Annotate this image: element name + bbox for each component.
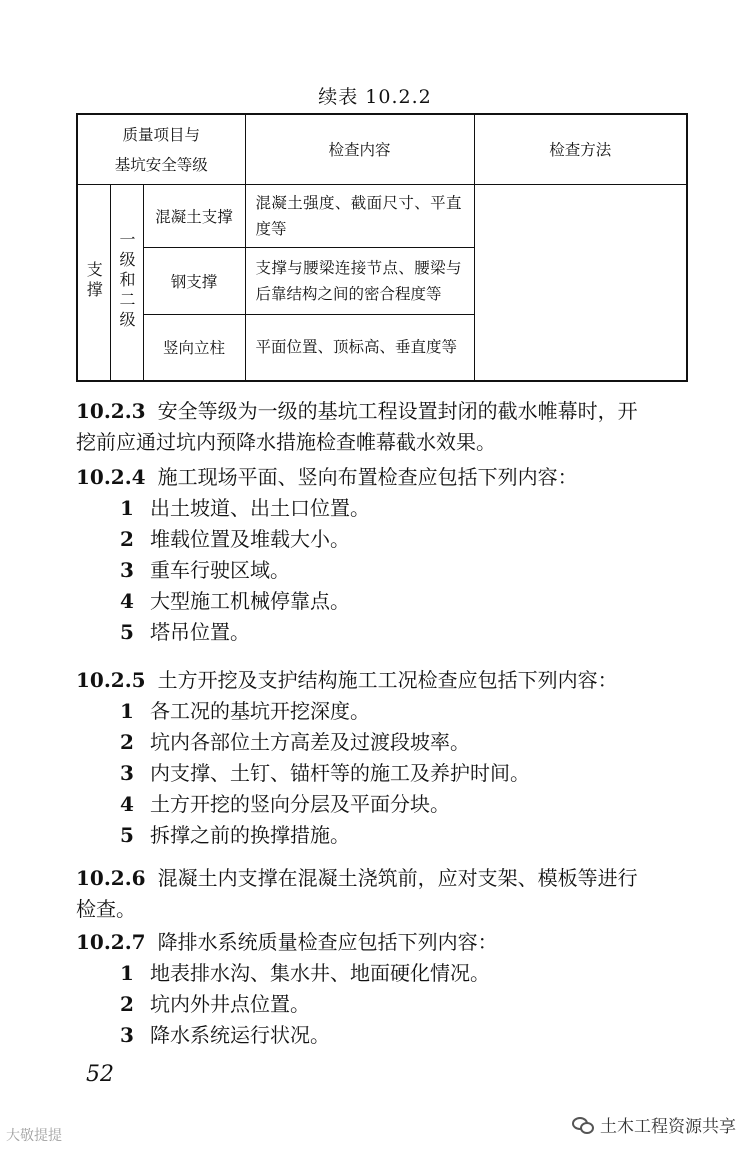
level-cell [110, 185, 143, 381]
list-item-number: 5 [120, 620, 134, 644]
list-item-text: 塔吊位置。 [150, 620, 250, 644]
list-item-text: 坑内外井点位置。 [150, 992, 310, 1016]
list-item-text: 出土坡道、出土口位置。 [150, 496, 370, 520]
list-item-text: 坑内各部位土方高差及过渡段坡率。 [150, 730, 470, 754]
list-item [76, 1020, 692, 1051]
list-item [76, 555, 692, 586]
watermark-left: 大敬提提 [6, 1128, 62, 1144]
clause-text: 安全等级为一级的基坑工程设置封闭的截水帷幕时，开 [157, 399, 638, 423]
list-item [76, 696, 692, 727]
quality-check-table [76, 113, 688, 382]
list-item-number: 2 [120, 730, 134, 754]
list-item [76, 789, 692, 820]
list-item-number: 3 [120, 761, 134, 785]
content-cell: 支撑与腰梁连接节点、腰梁与后靠结构之间的密合程度等 [245, 248, 474, 314]
list-item [76, 586, 692, 617]
clause-text: 土方开挖及支护结构施工工况检查应包括下列内容： [157, 668, 618, 692]
clause-number: 10.2.6 [76, 866, 146, 890]
page-number: 52 [86, 1062, 114, 1087]
header-check-content: 检查内容 [245, 114, 474, 185]
list-item-text: 大型施工机械停靠点。 [150, 589, 350, 613]
list-item [76, 958, 692, 989]
clause-10-2-5 [76, 665, 692, 851]
list-item-text: 拆撑之前的换撑措施。 [150, 823, 350, 847]
item-cell: 钢支撑 [143, 248, 245, 314]
header-quality-item [77, 114, 245, 185]
clause-text-cont: 检查。 [76, 897, 136, 921]
watermark-right [572, 1112, 736, 1137]
list-item [76, 727, 692, 758]
clause-number: 10.2.4 [76, 465, 146, 489]
clause-number: 10.2.3 [76, 399, 146, 423]
clause-10-2-4 [76, 462, 692, 648]
header-quality-item-line2: 基坑安全等级 [114, 155, 208, 174]
clause-line [76, 863, 692, 894]
list-item-number: 4 [120, 589, 134, 613]
clause-line [76, 396, 692, 427]
level-label: 一级和二级 [117, 230, 136, 331]
list-item-number: 5 [120, 823, 134, 847]
clause-10-2-3 [76, 396, 692, 458]
list-item-number: 1 [120, 496, 134, 520]
list-item-number: 1 [120, 961, 134, 985]
method-cell [474, 185, 687, 381]
clause-text: 施工现场平面、竖向布置检查应包括下列内容： [157, 465, 578, 489]
clause-line [76, 665, 692, 696]
list-item-number: 4 [120, 792, 134, 816]
list-item-text: 地表排水沟、集水井、地面硬化情况。 [150, 961, 490, 985]
wechat-icon [572, 1117, 594, 1133]
list-item [76, 617, 692, 648]
group-cell [77, 185, 110, 381]
clause-text: 降排水系统质量检查应包括下列内容： [157, 930, 498, 954]
list-item-text: 堆载位置及堆载大小。 [150, 527, 350, 551]
header-check-method: 检查方法 [474, 114, 687, 185]
list-item-text: 各工况的基坑开挖深度。 [150, 699, 370, 723]
clause-text-cont: 挖前应通过坑内预降水措施检查帷幕截水效果。 [76, 430, 496, 454]
content-cell: 混凝土强度、截面尺寸、平直度等 [245, 185, 474, 248]
list-item-number: 2 [120, 992, 134, 1016]
item-cell: 竖向立柱 [143, 314, 245, 381]
list-item [76, 820, 692, 851]
list-item [76, 524, 692, 555]
clause-10-2-6 [76, 863, 692, 925]
list-item [76, 493, 692, 524]
watermark-right-text: 土木工程资源共享 [600, 1117, 736, 1137]
clause-10-2-7 [76, 927, 692, 1051]
list-item [76, 989, 692, 1020]
clause-number: 10.2.7 [76, 930, 146, 954]
clause-line [76, 927, 692, 958]
list-item-number: 3 [120, 558, 134, 582]
list-item-number: 1 [120, 699, 134, 723]
list-item-text: 内支撑、土钉、锚杆等的施工及养护时间。 [150, 761, 530, 785]
list-item-text: 土方开挖的竖向分层及平面分块。 [150, 792, 450, 816]
table-row [77, 185, 687, 248]
content-cell: 平面位置、顶标高、垂直度等 [245, 314, 474, 381]
list-item-text: 降水系统运行状况。 [150, 1023, 330, 1047]
group-label: 支撑 [84, 260, 104, 301]
list-item-number: 2 [120, 527, 134, 551]
item-cell: 混凝土支撑 [143, 185, 245, 248]
header-quality-item-line1: 质量项目与 [122, 125, 201, 144]
list-item-text: 重车行驶区域。 [150, 558, 290, 582]
table-header-row [77, 114, 687, 185]
list-item-number: 3 [120, 1023, 134, 1047]
table-caption: 续表 10.2.2 [318, 86, 432, 108]
clause-number: 10.2.5 [76, 668, 146, 692]
list-item [76, 758, 692, 789]
clause-line [76, 462, 692, 493]
clause-text: 混凝土内支撑在混凝土浇筑前，应对支架、模板等进行 [157, 866, 638, 890]
